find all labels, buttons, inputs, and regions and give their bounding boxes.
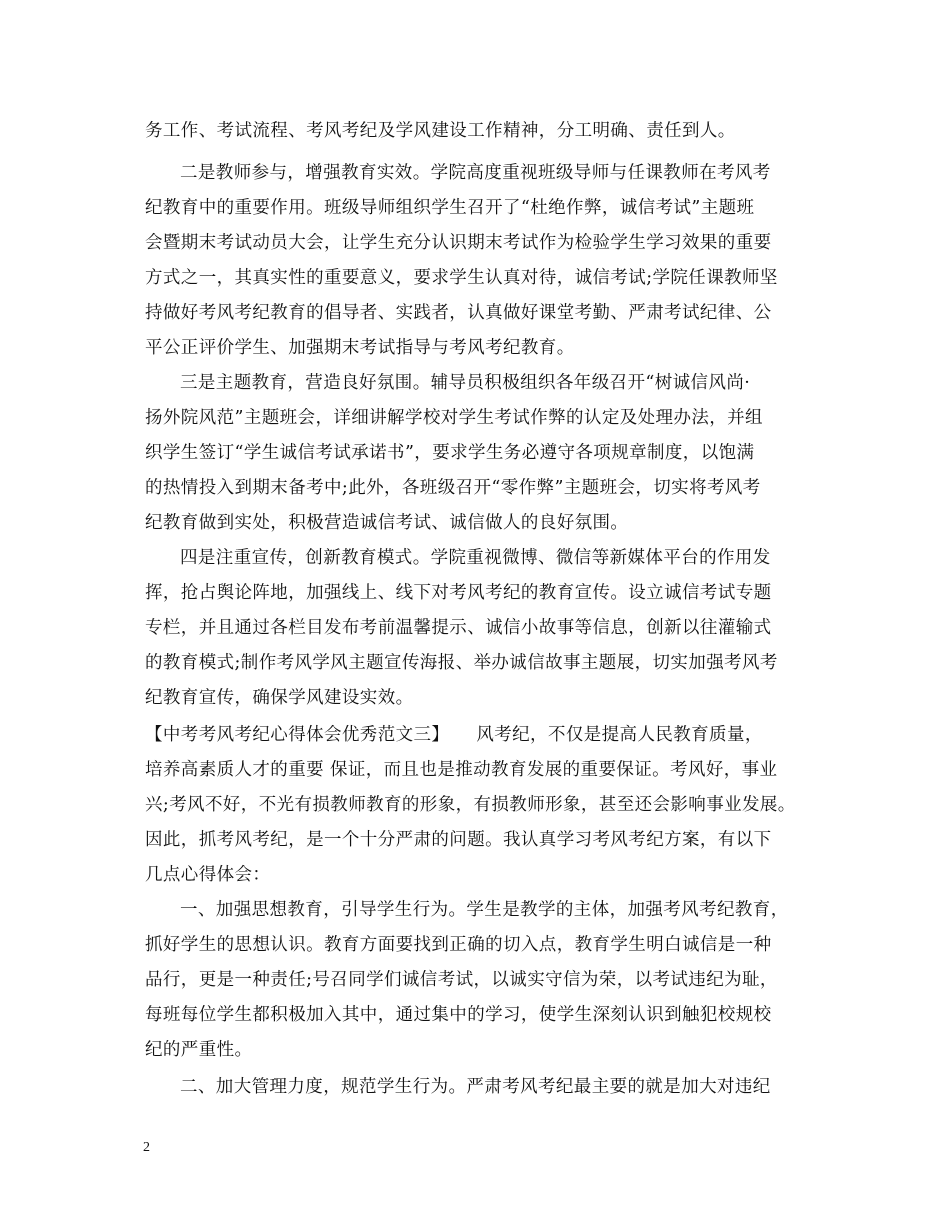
text-line: 织学生签订“学生诚信考试承诺书”，要求学生务必遵守各项规章制度，以饱满 xyxy=(145,443,755,463)
text-line: 的热情投入到期末备考中;此外，各班级召开“零作弊”主题班会，切实将考风考 xyxy=(145,478,761,498)
text-line: 品行，更是一种责任;号召同学们诚信考试，以诚实守信为荣，以考试违纪为耻， xyxy=(145,970,778,990)
text-line: 三是主题教育，营造良好氛围。辅导员积极组织各年级召开“树诚信风尚· xyxy=(180,373,751,393)
section-heading-line: 【中考考风考纪心得体会优秀范文三】 风考纪，不仅是提高人民教育质量， xyxy=(145,725,763,745)
text-line: 扬外院风范”主题班会，详细讲解学校对学生考试作弊的认定及处理办法，并组 xyxy=(145,408,763,428)
text-line: 四是注重宣传，创新教育模式。学院重视微博、微信等新媒体平台的作用发 xyxy=(180,548,771,568)
text-line: 的教育模式;制作考风学风主题宣传海报、举办诚信故事主题展，切实加强考风考 xyxy=(145,653,778,673)
text-line: 每班每位学生都积极加入其中，通过集中的学习，使学生深刻认识到触犯校规校 xyxy=(145,1005,772,1025)
text-line: 几点心得体会： xyxy=(145,865,271,885)
text-line: 挥，抢占舆论阵地，加强线上、线下对考风考纪的教育宣传。设立诚信考试专题 xyxy=(145,583,772,603)
text-line: 二是教师参与，增强教育实效。学院高度重视班级导师与任课教师在考风考 xyxy=(180,163,771,183)
text-line: 会暨期末考试动员大会，让学生充分认识期末考试作为检验学生学习效果的重要 xyxy=(145,233,772,253)
text-line: 纪的严重性。 xyxy=(145,1040,253,1060)
text-line: 持做好考风考纪教育的倡导者、实践者，认真做好课堂考勤、严肃考试纪律、公 xyxy=(145,303,772,323)
text-line: 纪教育中的重要作用。班级导师组织学生召开了“杜绝作弊，诚信考试”主题班 xyxy=(145,198,755,218)
text-line: 抓好学生的思想认识。教育方面要找到正确的切入点，教育学生明白诚信是一种 xyxy=(145,935,772,955)
text-line: 纪教育做到实处，积极营造诚信考试、诚信做人的良好氛围。 xyxy=(145,513,629,533)
text-line: 务工作、考试流程、考风考纪及学风建设工作精神，分工明确、责任到人。 xyxy=(145,121,736,141)
text-line: 专栏，并且通过各栏目发布考前温馨提示、诚信小故事等信息，创新以往灌输式 xyxy=(145,618,772,638)
text-line: 培养高素质人才的重要 保证，而且也是推动教育发展的重要保证。考风好，事业 xyxy=(145,760,778,780)
text-line: 二、加大管理力度，规范学生行为。严肃考风考纪最主要的就是加大对违纪 xyxy=(180,1077,771,1097)
text-line: 因此，抓考风考纪，是一个十分严肃的问题。我认真学习考风考纪方案，有以下 xyxy=(145,830,772,850)
text-line: 兴;考风不好，不光有损教师教育的形象，有损教师形象，甚至还会影响事业发展。 xyxy=(145,795,796,815)
page-number: 2 xyxy=(143,1140,150,1155)
text-line: 方式之一，其真实性的重要意义，要求学生认真对待，诚信考试;学院任课教师坚 xyxy=(145,268,778,288)
text-line: 纪教育宣传，确保学风建设实效。 xyxy=(145,688,414,708)
text-line: 平公正评价学生、加强期末考试指导与考风考纪教育。 xyxy=(145,338,575,358)
text-line: 一、加强思想教育，引导学生行为。学生是教学的主体，加强考风考纪教育， xyxy=(180,900,789,920)
